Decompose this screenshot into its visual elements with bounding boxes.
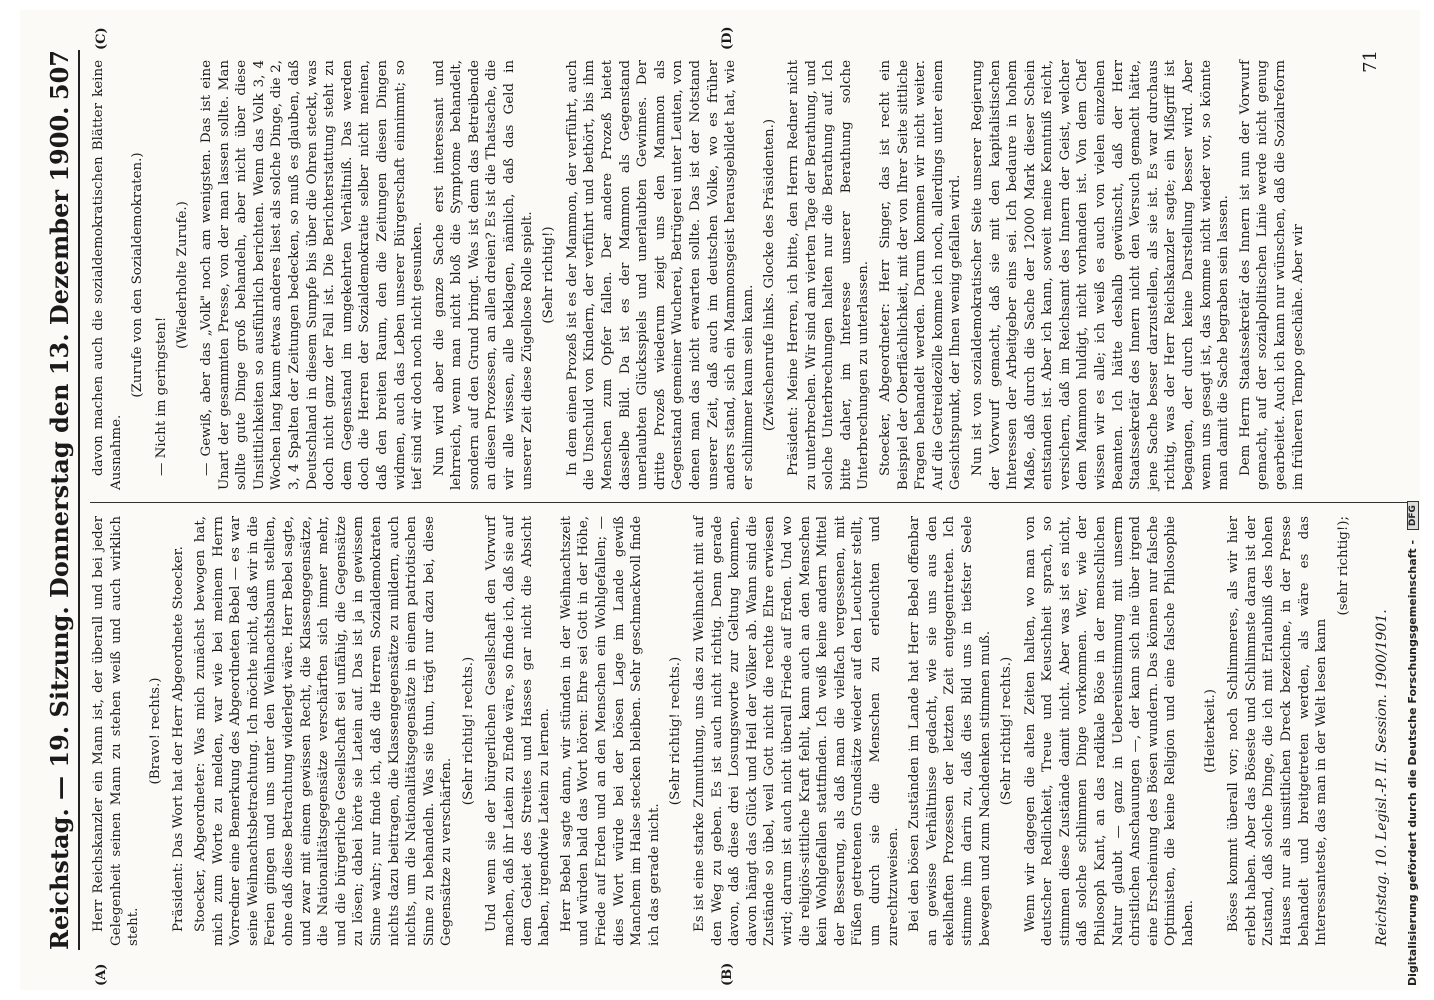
footer-sheet-number: 71 <box>1360 50 1381 73</box>
paragraph: Dem Herrn Staatssekretär des Innern ist nun der Vorwurf gemacht, auf der sozialpolitischen Linie werde nicht genug gearbeitet. Auch ich kann nur wünschen, daß die Sozialreform im früheren Tempo geschähe. Aber wir <box>1237 60 1306 490</box>
paragraph: Stoecker, Abgeordneter: Was mich zunächst bewogen hat, mich zum Worte zu melden, war wie bei meinem Herrn Vorredner eine Bemerkung des Abgeordneten Bebel — es war seine Weihnachtsbetrachtung. Ich möchte nicht, daß wir in die Ferien gingen und uns unter den Weihnachtsbaum stellten, ohne daß diese Betrachtung widerlegt wäre. Herr Bebel sagte, und zwar mit einem gewissen Recht, die Klassengegensätze, die Nationalitätsgegensätze verschärften sich immer mehr, und die bürgerliche Gesellschaft sei unfähig, die Gegensätze zu lösen; dabei hörte sie Latein auf. Das ist ja in gewissem Sinne wahr; nur finde ich, daß die Herren Sozialdemokraten nichts dazu beitragen, die Klassengegensätze zu mildern, auch nichts, um die Nationalitätsgegensätze in einem patriotischen Sinne zu behandeln. Was sie thun, trägt nur dazu bei, diese Gegensätze zu verschärfen. <box>192 516 455 946</box>
paragraph: In dem einen Prozeß ist es der Mammon, der verführt, auch die Unschuld von Kindern, der verführt und bethört, bis ihm Menschen zum Opfer fallen. Der andere Prozeß bietet dasselbe Bild. Da ist es der Mammon als Gegenstand unerlaubten Glücksspiels und unerlaubten Gewinnes. Der dritte Prozeß wiederum zeigt uns den Mammon als Gegenstand gemeiner Wucherei, Betrügerei unter Leuten, von denen man das nicht erwarten sollte. Das ist der Notstand unserer Zeit, daß auch im deutschen Volke, wo es früher anders stand, sich ein Mammonsgeist herausgebildet hat, wie er schlimmer kaum sein kann. <box>564 60 756 490</box>
dfg-logo: DFG <box>1407 501 1419 530</box>
paragraph: davon machen auch die sozialdemokratischen Blätter keine Ausnahme. <box>91 60 124 490</box>
scanned-page <box>20 10 1420 990</box>
right-text-column <box>90 60 1311 490</box>
interjection: (Heiterkeit.) <box>1202 689 1218 773</box>
paragraph: Nun ist von sozialdemokratischer Seite unserer Regierung der Vorwurf gemacht, daß sie mit den kapitalistischen Interessen der Arbeitgeber eins sei. Ich bedaure in hohem Maße, daß durch die Sache der 12000 Mark dieser Schein entstanden ist. Aber ich kann, soweit meine Kenntniß reicht, versichern, daß im Reichsamt des Innern der Geist, welcher dem Mammon huldigt, nicht vorhanden ist. Von dem Chef wissen wir es alle; ich weiß es auch von vielen einzelnen Beamten. Ich hätte deshalb gewünscht, daß der Herr Staatssekretär des Innern nicht den Versuch gemacht hätte, jene Sache besser darzustellen, als sie ist. Es war durchaus richtig, was der Herr Reichskanzler sagte; ein Mißgriff ist begangen, der durch keine Darstellung besser wird. Aber wenn uns gesagt ist, das komme nicht wieder vor, so könnte man damit die Sache begraben sein lassen. <box>969 60 1232 490</box>
paragraph: — Nicht im geringsten! <box>153 316 169 476</box>
margin-mark-a: (A) <box>94 963 109 986</box>
paragraph: — Gewiß, aber das „Volk" noch am wenigsten. Das ist eine Unart der gesammten Presse, von der man lassen sollte. Man sollte gute Dinge groß behandeln, aber nicht über diese Unsittlichkeiten so ausführlich berichten. Wenn das Volk 3, 4 Wochen lang kaum etwas anderes liest als solche Dinge, die 2, 3, 4 Spalten der Zeitungen bedecken, so muß es glauben, daß Deutschland in diesem Sumpfe bis über die Ohren steckt, was doch nicht ganz der Fall ist. Die Berichterstattung steht zu dem Gegenstand im umgekehrten Verhältniß. Das werden doch die Herren der Sozialdemokratie selber nicht meinen, daß den breiten Raum, den die Zeitungen diesen Dingen widmen, auch das Leben unserer Bürgerschaft einnimmt; so tief sind wir doch noch nicht gesunken. <box>198 60 426 490</box>
interjection: (Sehr richtig! rechts.) <box>460 656 476 806</box>
header-title: Reichstag. — 19. Sitzung. Donnerstag den 13. Dezember 1900. <box>45 106 74 950</box>
margin-mark-c: (C) <box>94 27 109 50</box>
page-number: 507 <box>45 50 74 101</box>
interjection: (Wiederholte Zurufe.) <box>175 201 191 349</box>
interjection: (Sehr richtig!) <box>541 226 557 324</box>
left-text-column <box>90 516 1358 946</box>
credit-text: Digitalisierung gefördert durch die Deutsche Forschungsgemeinschaft - <box>1406 539 1419 986</box>
paragraph: Herr Bebel sagte dann, wir stünden in der Weihnachtszeit und würden bald das Wort hören: Ehre sei Gott in der Höhe, Friede auf Erden und an den Menschen ein Wohlgefallen; — dies Wort würde bei der bösen Lage im Lande gewiß Manchem im Halse stecken bleiben. Sehr geschmackvoll finde ich das gerade nicht. <box>558 516 662 946</box>
column-divider <box>90 502 1410 503</box>
paragraph: Und wenn sie der bürgerlichen Gesellschaft den Vorwurf machen, daß ihr Latein zu Ende wäre, so finde ich, daß sie auf dem Gebiet des Streites und Hasses gar nicht die Absicht haben, irgendwie Latein zu lernen. <box>484 516 553 946</box>
interjection: (Sehr richtig! rechts.) <box>668 656 684 806</box>
digitization-credit <box>1400 0 1430 1000</box>
paragraph: Nun wird aber die ganze Sache erst interessant und lehrreich, wenn man nicht bloß die Symptome behandelt, sondern auf den Grund bringt. Was ist denn das Betreibende an diesen Prozessen, an allen dreien? Es ist die Thatsache, die wir alle wissen, alle beklagen, nämlich, daß das Geld in unserer Zeit diese Zügellose Rolle spielt. <box>431 60 535 490</box>
paragraph: Stoecker, Abgeordneter: Herr Singer, das ist recht ein Beispiel der Oberflächlichkeit, mit der von Ihrer Seite sittliche Fragen behandelt werden. Darum kommen wir nicht weiter. Auf die Getreidezölle komme ich noch, allerdings unter einem Gesichtspunkt, der Ihnen wenig gefallen wird. <box>877 60 964 490</box>
paragraph: Bei den bösen Zuständen im Lande hat Herr Bebel offenbar an gewisse Verhältnisse gedacht, wie sie uns aus den ekelhaften Prozessen der letzten Zeit entgegentreten. Ich stimme ihm darin zu, daß dies Bild uns in tiefster Seele bewegen und zum Nachdenken stimmen muß. <box>907 516 993 946</box>
paragraph: Es ist eine starke Zumuthung, uns das zu Weihnacht mit auf den Weg zu geben. Es ist auch nicht richtig. Denn gerade davon, daß diese drei Losungsworte zur Geltung kommen, davon hängt das Glück und Heil der Völker ab. Wann sind die Zustände so übel, weil Gott nicht die rechte Ehre erwiesen wird; darum ist auch nicht überall Friede auf Erden. Und wo die religiös-sittliche Kraft fehlt, kann auch an den Menschen kein Wohlgefallen stattfinden. Ich weiß keine andern Mittel der Besserung, als daß man die vielfach vergessenen, mit Füßen getretenen Grundsätze wieder auf den Leuchter stellt, um durch sie die Menschen zu erleuchten und zurechtzuweisen. <box>692 516 901 946</box>
paragraph: Böses kommt überall vor; noch Schlimmeres, als wir hier erlebt haben. Aber das Böseste und Schlimmste daran ist der Zustand, daß solche Dinge, die ich mit Erlaubniß des hohen Hauses nur als unsittlichen Dreck bezeichne, in der Presse behandelt und breitgetreten werden, als wäre es das Interessanteste, das man in der Welt lesen kann <box>1226 516 1330 946</box>
running-header <box>34 50 74 950</box>
footer-session: Reichstag. 10. Legisl.-P. II. Session. 1900/1901. <box>1374 609 1390 946</box>
interjection: (Bravo! rechts.) <box>147 677 163 785</box>
paragraph: Herr Reichskanzler ein Mann ist, der überall und bei jeder Gelegenheit seinen Mann zu stehen weiß und auch wirklich steht. <box>91 516 142 946</box>
interjection: (Zwischenrufe links. Glocke des Präsidenten.) <box>762 118 778 432</box>
paragraph: Präsident: Das Wort hat der Herr Abgeordnete Stoecker. <box>171 546 187 932</box>
interjection: (Sehr richtig! rechts.) <box>999 656 1015 806</box>
margin-mark-b: (B) <box>720 962 735 986</box>
header-rule <box>78 50 80 950</box>
margin-mark-d: (D) <box>720 26 735 50</box>
paragraph: Wenn wir dagegen die alten Zeiten halten, wo man von deutscher Redlichkeit, Treue und Keuschheit sprach, so stimmen diese Zustände damit nicht. Aber was ist es nicht, daß solche schlimmen Dinge vorkommen. Wer, wie der Philosoph Kant, an das radikale Böse in der menschlichen Natur glaubt — ganz in Uebereinstimmung mit unserm christlichen Anschauungen —, der kann sich nie über irgend eine Erscheinung des Bösen wundern. Das können nur falsche Optimisten, die keine Religion und eine falsche Philosophie haben. <box>1022 516 1197 946</box>
interjection: (Zurufe von den Sozialdemokraten.) <box>130 152 146 398</box>
interjection: (sehr richtig!); <box>1335 516 1351 616</box>
paragraph: Präsident: Meine Herren, ich bitte, den Herrn Redner nicht zu unterbrechen. Wir sind am vierten Tage der Berathung, und solche Unterbrechungen halten nur die Berathung auf. Ich bitte daher, im Interesse unserer Berathung solche Unterbrechungen zu unterlassen. <box>785 60 872 490</box>
